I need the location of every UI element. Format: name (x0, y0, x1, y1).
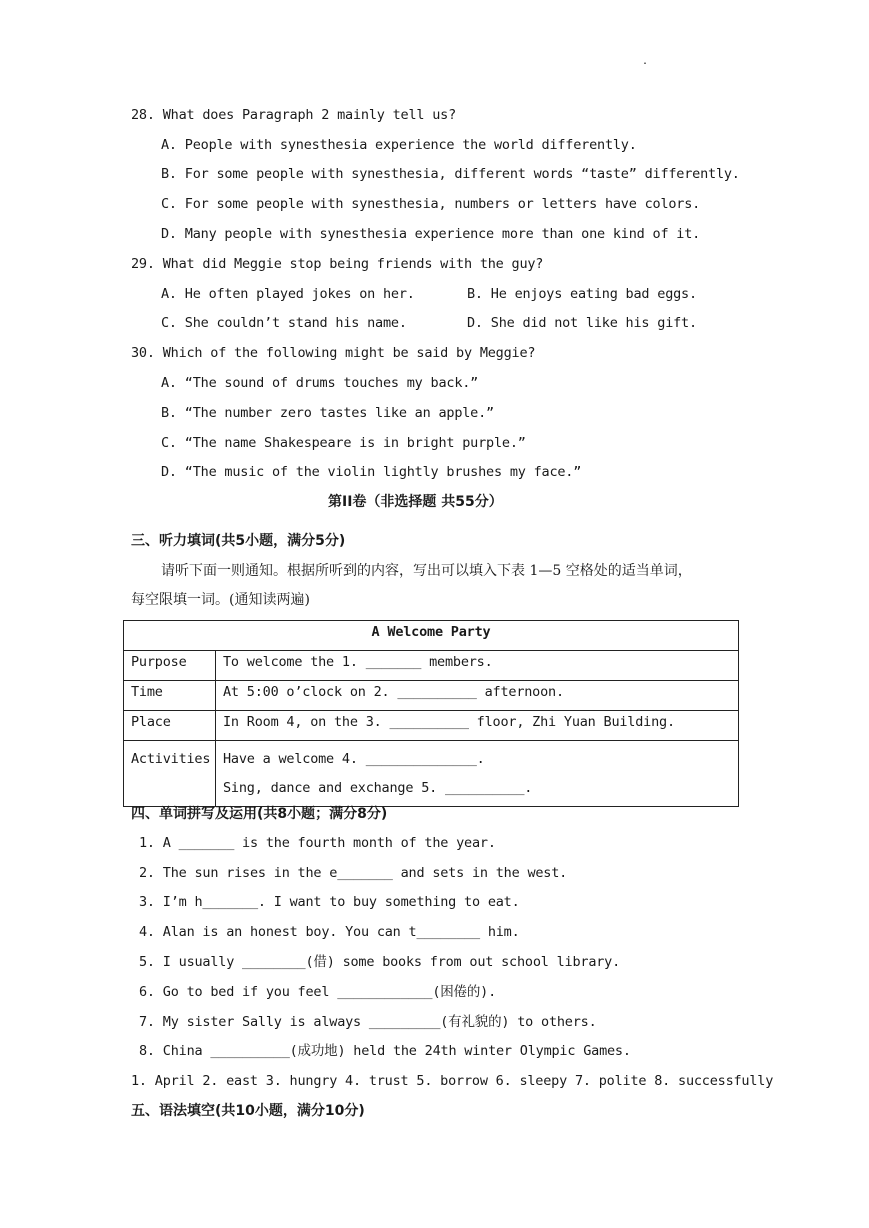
table-row (124, 741, 739, 807)
row-content-place: In Room 4, on the 3. __________ floor, Zhi Yuan Building. (216, 711, 739, 741)
section-3-title: 三、听力填词(共5小题，满分5分) (131, 533, 346, 549)
header-mark: . (642, 56, 649, 67)
section-3-instructions-line-1: 请听下面一则通知。根据所听到的内容，写出可以填入下表 1—5 空格处的适当单词， (161, 563, 692, 579)
row-label-time: Time (124, 681, 216, 711)
table-row (124, 651, 739, 681)
question-28-option-d: D. Many people with synesthesia experience more than one kind of it. (161, 226, 701, 242)
question-30-option-d: D. “The music of the violin lightly brushes my face.” (161, 464, 582, 480)
section-5-title: 五、语法填空(共10小题，满分10分) (131, 1103, 365, 1119)
activities-line-2: Sing, dance and exchange 5. __________. (223, 780, 533, 796)
list-item: 2. The sun rises in the e_______ and sets in the west. (139, 865, 568, 881)
section-3-instructions-line-2: 每空限填一词。(通知读两遍) (131, 592, 310, 608)
welcome-party-table (123, 620, 739, 807)
question-30-option-b: B. “The number zero tastes like an apple.” (161, 405, 494, 421)
list-item: 8. China __________(成功地) held the 24th winter Olympic Games. (139, 1043, 631, 1059)
question-28-stem: 28. What does Paragraph 2 mainly tell us? (131, 107, 457, 123)
question-28-option-a: A. People with synesthesia experience the world differently. (161, 137, 637, 153)
question-29-stem: 29. What did Meggie stop being friends with the guy? (131, 256, 544, 272)
row-label-activities: Activities (124, 741, 216, 807)
section-4-title: 四、单词拼写及运用(共8小题；满分8分) (131, 806, 388, 822)
question-30-option-c: C. “The name Shakespeare is in bright purple.” (161, 435, 526, 451)
list-item: 7. My sister Sally is always _________(有礼貌的) to others. (139, 1014, 597, 1030)
question-30-option-a: A. “The sound of drums touches my back.” (161, 375, 479, 391)
question-29-option-a: A. He often played jokes on her. (161, 286, 415, 302)
question-29-option-d: D. She did not like his gift. (467, 315, 697, 331)
question-29-option-c: C. She couldn’t stand his name. (161, 315, 407, 331)
row-label-place: Place (124, 711, 216, 741)
row-label-purpose: Purpose (124, 651, 216, 681)
answer-key: 1. April 2. east 3. hungry 4. trust 5. borrow 6. sleepy 7. polite 8. successfully (131, 1073, 774, 1089)
list-item: 4. Alan is an honest boy. You can t________ him. (139, 924, 520, 940)
question-28-option-b: B. For some people with synesthesia, different words “taste” differently. (161, 166, 740, 182)
list-item: 3. I’m h_______. I want to buy something to eat. (139, 894, 520, 910)
table-row (124, 711, 739, 741)
table-header-row (124, 621, 739, 651)
table-title: A Welcome Party (124, 621, 739, 651)
question-30-stem: 30. Which of the following might be said by Meggie? (131, 345, 536, 361)
question-28-option-c: C. For some people with synesthesia, numbers or letters have colors. (161, 196, 701, 212)
part-2-title: 第II卷（非选择题 共55分） (328, 494, 503, 510)
list-item: 1. A _______ is the fourth month of the year. (139, 835, 496, 851)
row-content-time: At 5:00 o’clock on 2. __________ afternoon. (216, 681, 739, 711)
activities-line-1: Have a welcome 4. ______________. (223, 751, 485, 767)
row-content-purpose: To welcome the 1. _______ members. (216, 651, 739, 681)
row-content-activities (216, 741, 739, 807)
list-item: 5. I usually ________(借) some books from out school library. (139, 954, 621, 970)
list-item: 6. Go to bed if you feel ____________(困倦的). (139, 984, 497, 1000)
question-29-option-b: B. He enjoys eating bad eggs. (467, 286, 697, 302)
table-row (124, 681, 739, 711)
